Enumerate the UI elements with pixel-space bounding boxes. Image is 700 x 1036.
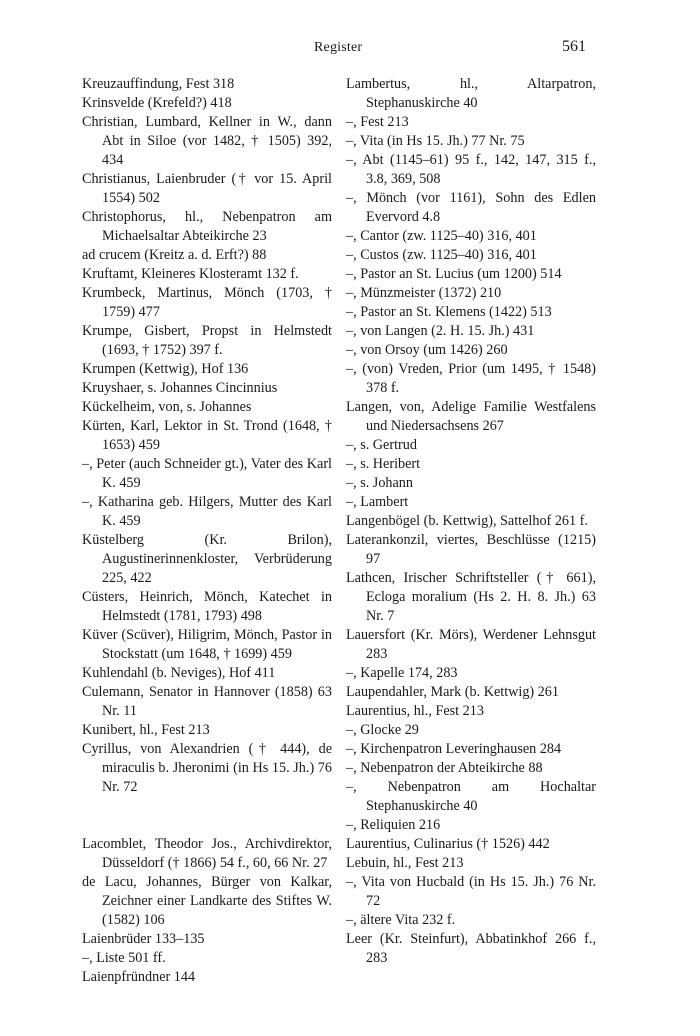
index-entry: Kückelheim, von, s. Johannes bbox=[82, 399, 252, 415]
index-entry: Christophorus, hl., Nebenpatron am Michaelsaltar Abteikirche 23 bbox=[82, 209, 332, 244]
index-entry: –, Vita von Hucbald (in Hs 15. Jh.) 76 Nr. 72 bbox=[346, 874, 596, 909]
index-entry: –, s. Gertrud bbox=[346, 437, 417, 453]
index-entry: de Lacu, Johannes, Bürger von Kalkar, Zeichner einer Landkarte des Stiftes W. (1582) 106 bbox=[82, 874, 332, 928]
index-entry: –, von Orsoy (um 1426) 260 bbox=[346, 342, 508, 358]
index-entry: Langenbögel (b. Kettwig), Sattelhof 261 f. bbox=[346, 513, 588, 529]
index-entry: Langen, von, Adelige Familie Westfalens und Niedersachsens 267 bbox=[346, 399, 596, 434]
index-entry: –, Cantor (zw. 1125–40) 316, 401 bbox=[346, 228, 537, 244]
index-entry: Laterankonzil, viertes, Beschlüsse (1215) 97 bbox=[346, 532, 596, 567]
index-entry: Laupendahler, Mark (b. Kettwig) 261 bbox=[346, 684, 559, 700]
index-entry: –, Peter (auch Schneider gt.), Vater des Karl K. 459 bbox=[82, 456, 332, 491]
index-entry: –, Katharina geb. Hilgers, Mutter des Karl K. 459 bbox=[82, 494, 332, 529]
index-entry: –, Fest 213 bbox=[346, 114, 409, 130]
index-entry: Krumpen (Kettwig), Hof 136 bbox=[82, 361, 249, 377]
index-entry: Cüsters, Heinrich, Mönch, Katechet in Helmstedt (1781, 1793) 498 bbox=[82, 589, 332, 624]
index-entry: Kunibert, hl., Fest 213 bbox=[82, 722, 210, 738]
index-entry: Küver (Scüver), Hiligrim, Mönch, Pastor in Stockstatt (um 1648, † 1699) 459 bbox=[82, 627, 332, 662]
right-column bbox=[346, 75, 596, 968]
index-entry: –, von Langen (2. H. 15. Jh.) 431 bbox=[346, 323, 535, 339]
index-entry: –, s. Heribert bbox=[346, 456, 421, 472]
index-entry: –, Liste 501 ff. bbox=[82, 950, 166, 966]
index-entry: –, Pastor an St. Klemens (1422) 513 bbox=[346, 304, 552, 320]
index-entry: –, Münzmeister (1372) 210 bbox=[346, 285, 502, 301]
index-entry: –, Glocke 29 bbox=[346, 722, 419, 738]
running-head: Register bbox=[314, 40, 363, 55]
index-entry: Kruyshaer, s. Johannes Cincinnius bbox=[82, 380, 278, 396]
index-entry: Laurentius, Culinarius († 1526) 442 bbox=[346, 836, 550, 852]
index-entry: Lauersfort (Kr. Mörs), Werdener Lehnsgut 283 bbox=[346, 627, 596, 662]
left-column bbox=[82, 75, 332, 987]
index-entry: Kreuzauffindung, Fest 318 bbox=[82, 76, 235, 92]
index-entry: Lambertus, hl., Altarpatron, Stephanuskirche 40 bbox=[346, 76, 596, 111]
index-entry: –, Abt (1145–61) 95 f., 142, 147, 315 f., 3.8, 369, 508 bbox=[346, 152, 596, 187]
index-entry: –, Lambert bbox=[346, 494, 409, 510]
index-entry: Kruftamt, Kleineres Klosteramt 132 f. bbox=[82, 266, 299, 282]
index-entry: Lathcen, Irischer Schriftsteller († 661), Ecloga moralium (Hs 2. H. 8. Jh.) 63 Nr. 7 bbox=[346, 570, 596, 624]
index-entry: –, Mönch (vor 1161), Sohn des Edlen Evervord 4.8 bbox=[346, 190, 596, 225]
index-entry: Küstelberg (Kr. Brilon), Augustinerinnenkloster, Verbrüderung 225, 422 bbox=[82, 532, 332, 586]
index-entry: Culemann, Senator in Hannover (1858) 63 Nr. 11 bbox=[82, 684, 332, 719]
page-number: 561 bbox=[562, 38, 586, 55]
index-entry: –, Kapelle 174, 283 bbox=[346, 665, 458, 681]
index-entry: –, s. Johann bbox=[346, 475, 413, 491]
index-entry: Krumbeck, Martinus, Mönch (1703, † 1759) 477 bbox=[82, 285, 332, 320]
letter-section-gap bbox=[82, 797, 332, 835]
index-entry: –, Pastor an St. Lucius (um 1200) 514 bbox=[346, 266, 562, 282]
index-entry: Laurentius, hl., Fest 213 bbox=[346, 703, 484, 719]
index-entry: Krinsvelde (Krefeld?) 418 bbox=[82, 95, 232, 111]
index-entry: –, Custos (zw. 1125–40) 316, 401 bbox=[346, 247, 537, 263]
index-entry: ad crucem (Kreitz a. d. Erft?) 88 bbox=[82, 247, 267, 263]
index-entry: –, (von) Vreden, Prior (um 1495, † 1548) 378 f. bbox=[346, 361, 596, 396]
index-entry: –, Nebenpatron am Hochaltar Stephanuskirche 40 bbox=[346, 779, 596, 814]
index-entry: Lacomblet, Theodor Jos., Archivdirektor, Düsseldorf († 1866) 54 f., 60, 66 Nr. 27 bbox=[82, 836, 332, 871]
index-entry: Krumpe, Gisbert, Propst in Helmstedt (1693, † 1752) 397 f. bbox=[82, 323, 332, 358]
index-entry: –, Reliquien 216 bbox=[346, 817, 441, 833]
index-entry: –, Vita (in Hs 15. Jh.) 77 Nr. 75 bbox=[346, 133, 525, 149]
index-entry: Christianus, Laienbruder († vor 15. April 1554) 502 bbox=[82, 171, 332, 206]
index-entry: Kürten, Karl, Lektor in St. Trond (1648, † 1653) 459 bbox=[82, 418, 332, 453]
index-entry: –, Kirchenpatron Leveringhausen 284 bbox=[346, 741, 562, 757]
index-entry: Leer (Kr. Steinfurt), Abbatinkhof 266 f., 283 bbox=[346, 931, 596, 966]
index-entry: Laienbrüder 133–135 bbox=[82, 931, 205, 947]
index-entry: Lebuin, hl., Fest 213 bbox=[346, 855, 464, 871]
index-entry: –, ältere Vita 232 f. bbox=[346, 912, 456, 928]
index-entry: Christian, Lumbard, Kellner in W., dann Abt in Siloe (vor 1482, † 1505) 392, 434 bbox=[82, 114, 332, 168]
index-entry: Cyrillus, von Alexandrien († 444), de miraculis b. Jheronimi (in Hs 15. Jh.) 76 Nr. 72 bbox=[82, 741, 332, 795]
index-entry: Kuhlendahl (b. Neviges), Hof 411 bbox=[82, 665, 276, 681]
index-entry: –, Nebenpatron der Abteikirche 88 bbox=[346, 760, 543, 776]
index-entry: Laienpfründner 144 bbox=[82, 969, 196, 985]
